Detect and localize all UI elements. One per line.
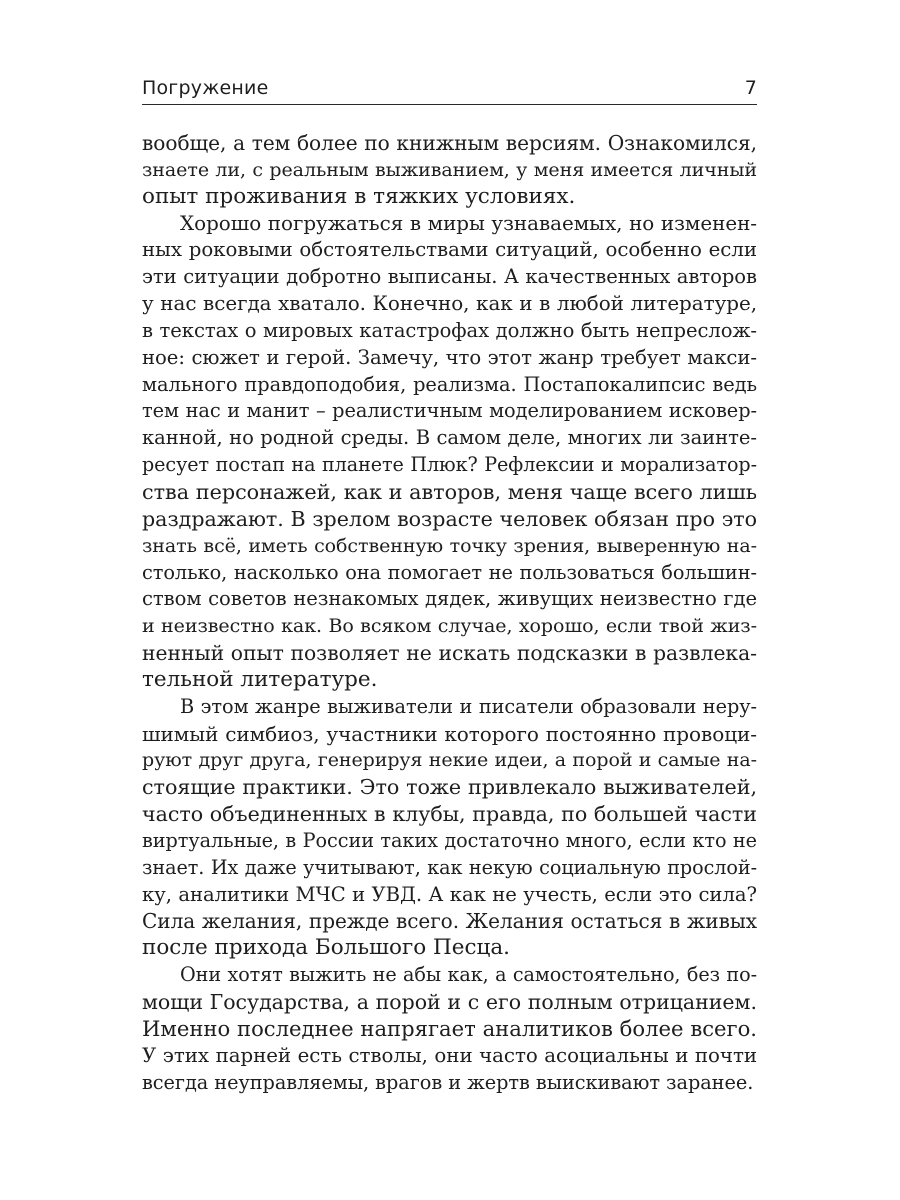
text-line: мального правдоподобия, реализма. Постапокалипсис ведь xyxy=(142,372,757,396)
text-line: столько, насколько она помогает не пользоваться большин- xyxy=(142,560,757,584)
text-line: ресует постап на планете Плюк? Рефлексии и морализатор- xyxy=(142,453,757,477)
paragraph xyxy=(142,211,757,694)
text-line: всегда неуправляемы, врагов и жертв выискивают заранее. xyxy=(142,1070,754,1094)
running-header xyxy=(142,76,757,105)
text-line: В этом жанре выживатели и писатели образовали неру- xyxy=(180,694,757,718)
text-line: и неизвестно как. Во всяком случае, хорошо, если твой жиз- xyxy=(142,615,757,638)
text-line: Хорошо погружаться в миры узнаваемых, но изменен- xyxy=(180,211,757,235)
text-line: Они хотят выжить не абы как, а самостоятельно, без по- xyxy=(180,963,757,987)
text-line: Сила желания, прежде всего. Желания остаться в живых xyxy=(142,909,757,934)
text-line: раздражают. В зрелом возрасте человек обязан про это xyxy=(142,506,757,531)
text-line: знать всё, иметь собственную точку зрения, выверенную на- xyxy=(142,534,757,557)
body-text xyxy=(142,130,757,1096)
text-line: опыт проживания в тяжких условиях. xyxy=(142,183,576,209)
text-line: У этих парней есть стволы, они часто асоциальны и почти xyxy=(142,1043,757,1067)
paragraph xyxy=(142,962,757,1096)
text-line: у нас всегда хватало. Конечно, как и в любой литературе, xyxy=(142,292,757,316)
text-line: ненный опыт позволяет не искать подсказки в развлека- xyxy=(142,641,757,666)
section-title: Погружение xyxy=(142,77,269,99)
text-line: мощи Государства, а порой и с его полным отрицанием. xyxy=(142,990,757,1014)
text-line: ством советов незнакомых дядек, живущих неизвестно где xyxy=(142,587,757,611)
paragraph xyxy=(142,694,757,962)
text-line: канной, но родной среды. В самом деле, многих ли заинте- xyxy=(142,426,757,450)
text-line: после прихода Большого Песца. xyxy=(142,935,510,961)
text-line: тем нас и манит – реалистичным моделированием исковер- xyxy=(142,399,757,423)
paragraph xyxy=(142,130,757,211)
text-line: ное: сюжет и герой. Замечу, что этот жанр требует макси- xyxy=(142,345,757,369)
text-line: ку, аналитики МЧС и УВД. А как не учесть, если это сила? xyxy=(142,882,757,906)
text-line: в текстах о мировых катастрофах должно быть непреслож- xyxy=(142,318,757,342)
text-line: тельной литературе. xyxy=(142,666,378,692)
text-line: знаете ли, с реальным выживанием, у меня имеется личный xyxy=(142,158,757,181)
text-line: руют друг друга, генерируя некие идеи, а порой и самые на- xyxy=(142,749,757,772)
text-line: знает. Их даже учитывают, как некую социальную прослой- xyxy=(142,855,757,879)
text-line: вообще, а тем более по книжным версиям. Ознакомился, xyxy=(142,131,757,155)
text-line: виртуальные, в России таких достаточно много, если кто не xyxy=(142,828,757,852)
text-line: стоящие практики. Это тоже привлекало выживателей, xyxy=(142,775,757,800)
page-number: 7 xyxy=(744,77,757,99)
text-line: эти ситуации добротно выписаны. А качественных авторов xyxy=(142,265,757,289)
text-line: ства персонажей, как и авторов, меня чаще всего лишь xyxy=(142,479,757,504)
text-line: ных роковыми обстоятельствами ситуаций, особенно если xyxy=(142,238,757,262)
text-line: часто объединенных в клубы, правда, по большей части xyxy=(142,802,757,827)
text-line: шимый симбиоз, участники которого постоянно провоци- xyxy=(142,721,757,746)
text-line: Именно последнее напрягает аналитиков более всего. xyxy=(142,1015,757,1041)
